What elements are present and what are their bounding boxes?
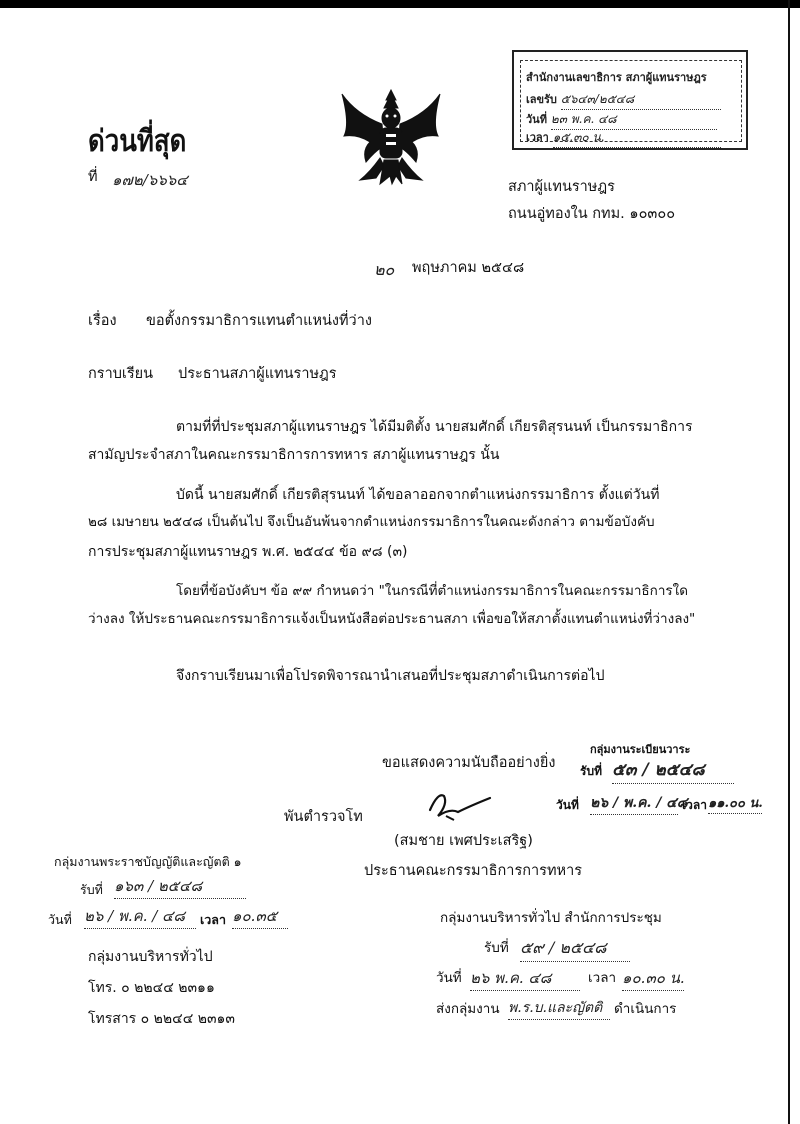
registry-stamp-time-label: เวลา (682, 798, 707, 812)
scan-right-edge (788, 0, 790, 1124)
contact-fax: โทรสาร ๐ ๒๒๔๔ ๒๓๑๓ (88, 1011, 235, 1027)
admin-stamp-date-value: ๒๖ พ.ค. ๔๘ (470, 966, 580, 991)
subject-text: ขอตั้งกรรมาธิการแทนตำแหน่งที่ว่าง (146, 313, 372, 329)
body-p3-line1: โดยที่ข้อบังคับฯ ข้อ ๙๙ กำหนดว่า "ในกรณีที่ตำแหน่งกรรมาธิการในคณะกรรมาธิการใด (176, 583, 689, 599)
body-p4: จึงกราบเรียนมาเพื่อโปรดพิจารณานำเสนอที่ประชุมสภาดำเนินการต่อไป (176, 668, 605, 684)
receipt-stamp-office: สำนักงานเลขาธิการ สภาผู้แทนราษฎร (526, 71, 707, 84)
admin-stamp-time-value: ๑๐.๓๐ น. (622, 966, 684, 991)
registry-stamp-time-value: ๑๑.๐๐ น. (708, 792, 762, 814)
receipt-stamp-date-value: ๒๓ พ.ค. ๔๘ (551, 110, 717, 130)
receipt-stamp-recv-value: ๕๖๔๓/๒๕๔๘ (561, 90, 721, 110)
registry-stamp-date-value: ๒๖ / พ.ค. / ๔๘ (590, 792, 678, 815)
salutation-label: กราบเรียน (88, 366, 154, 382)
registry-stamp-date-label: วันที่ (556, 798, 579, 812)
admin-stamp-recv-label: รับที่ (484, 940, 509, 956)
left-stamp-recv-label: รับที่ (80, 882, 103, 897)
receipt-stamp-time-label: เวลา (526, 131, 549, 144)
admin-stamp-forward-suffix: ดำเนินการ (614, 1001, 677, 1017)
admin-stamp-recv-value: ๕๙ / ๒๕๔๘ (520, 936, 630, 962)
closing-position: ประธานคณะกรรมาธิการการทหาร (364, 863, 582, 879)
doc-number: ๑๗๒/๖๖๖๔ (112, 171, 188, 189)
body-p2-line2: ๒๘ เมษายน ๒๕๔๘ เป็นต้นไป จึงเป็นอันพ้นจากตำแหน่งกรรมาธิการในคณะดังกล่าว ตามข้อบังคับ (88, 514, 655, 530)
receipt-stamp (512, 50, 748, 150)
body-p3-line2: ว่างลง ให้ประธานคณะกรรมาธิการแจ้งเป็นหนังสือต่อประธานสภา เพื่อขอให้สภาตั้งแทนตำแหน่งที่ว่างลง" (88, 611, 696, 627)
garuda-emblem-icon (336, 84, 446, 188)
date-day: ๒๐ (374, 260, 395, 279)
urgent-heading: ด่วนที่สุด (88, 124, 187, 159)
sender-address: ถนนอู่ทองใน กทม. ๑๐๓๐๐ (508, 206, 676, 222)
body-p2-line1: บัดนี้ นายสมศักดิ์ เกียรติสุรนนท์ ได้ขอลาออกจากตำแหน่งกรรมาธิการ ตั้งแต่วันที่ (176, 487, 660, 503)
receipt-stamp-time-value: ๑๕.๓๐ น. (553, 128, 721, 148)
left-stamp-group: กลุ่มงานพระราชบัญญัติและญัตติ ๑ (54, 854, 242, 869)
registry-stamp-group: กลุ่มงานระเบียนวาระ (590, 743, 691, 756)
date-month-year: พฤษภาคม ๒๕๔๘ (412, 260, 525, 276)
body-p2-line3: การประชุมสภาผู้แทนราษฎร พ.ศ. ๒๕๔๔ ข้อ ๙๘ (๓) (88, 544, 408, 560)
sender-org: สภาผู้แทนราษฎร (508, 179, 615, 195)
left-stamp-recv-value: ๑๖๓ / ๒๕๔๘ (114, 874, 246, 899)
admin-stamp-forward-value: พ.ร.บ.และญัตติ (508, 997, 610, 1020)
salutation-text: ประธานสภาผู้แทนราษฎร (178, 366, 337, 382)
left-stamp-date-label: วันที่ (48, 912, 72, 927)
receipt-stamp-date-label: วันที่ (526, 113, 547, 126)
signature (424, 786, 496, 826)
contact-tel: โทร. ๐ ๒๒๔๔ ๒๓๑๑ (88, 980, 215, 996)
body-p1-line2: สามัญประจำสภาในคณะกรรมาธิการการทหาร สภาผู้แทนราษฎร นั้น (88, 447, 500, 463)
closing-name: (สมชาย เพศประเสริฐ) (394, 833, 533, 849)
registry-stamp-recv-label: รับที่ (580, 764, 602, 778)
left-stamp-time-value: ๑๐.๓๕ (232, 904, 288, 929)
left-stamp-date-value: ๒๖ / พ.ค. / ๔๘ (84, 904, 196, 929)
contact-group: กลุ่มงานบริหารทั่วไป (88, 949, 213, 965)
subject-label: เรื่อง (88, 313, 117, 329)
admin-stamp-forward-label: ส่งกลุ่มงาน (436, 1001, 500, 1017)
admin-stamp-group: กลุ่มงานบริหารทั่วไป สำนักการประชุม (440, 910, 662, 926)
closing-respect: ขอแสดงความนับถืออย่างยิ่ง (382, 755, 556, 771)
body-p1-line1: ตามที่ที่ประชุมสภาผู้แทนราษฎร ได้มีมติตั้ง นายสมศักดิ์ เกียรติสุรนนท์ เป็นกรรมาธิการ (176, 419, 693, 435)
admin-stamp-date-label: วันที่ (436, 970, 462, 986)
doc-number-prefix: ที่ (88, 169, 98, 185)
receipt-stamp-recv-label: เลขรับ (526, 93, 557, 106)
admin-stamp-time-label: เวลา (588, 970, 617, 986)
left-stamp-time-label: เวลา (200, 912, 226, 927)
closing-rank: พันตำรวจโท (284, 809, 363, 825)
registry-stamp-recv-value: ๕๓ / ๒๕๔๘ (612, 756, 734, 784)
scan-top-edge (0, 0, 800, 8)
